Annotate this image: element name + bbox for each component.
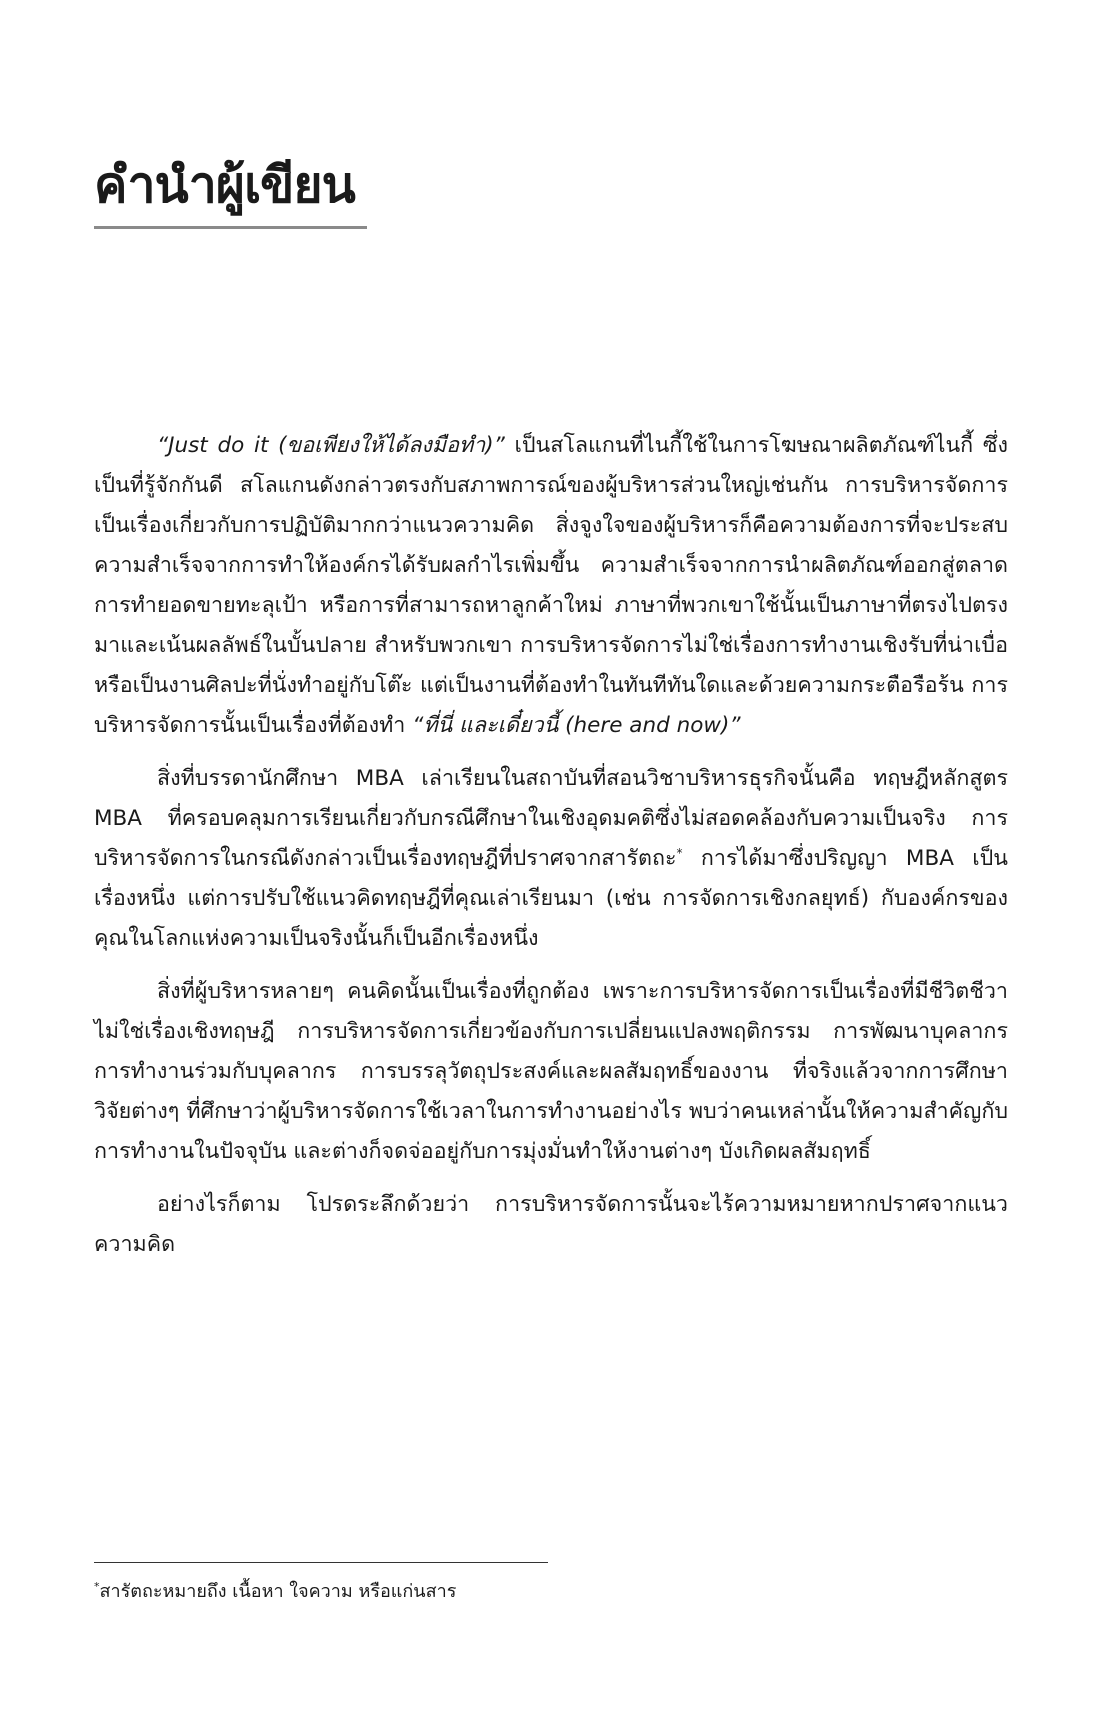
paragraph-1-text: เป็นสโลแกนที่ไนกี้ใช้ในการโฆษณาผลิตภัณฑ์ไนกี้ ซึ่งเป็นที่รู้จักกันดี สโลแกนดังกล่าวตรงกับสภาพการณ์ของผู้บริหารส่วนใหญ่เช่นกัน การบริหารจัดการเป็นเรื่องเกี่ยวกับการปฏิบัติมากกว่าแนวความคิด สิ่งจูงใจของผู้บริหารก็คือความต้องการที่จะประสบความสำเร็จจากการทำให้องค์กรได้รับผลกำไรเพิ่มขึ้น ความสำเร็จจากการนำผลิตภัณฑ์ออกสู่ตลาด การทำยอดขายทะลุเป้า หรือการที่สามารถหาลูกค้าใหม่ ภาษาที่พวกเขาใช้นั้นเป็นภาษาที่ตรงไปตรงมาและเน้นผลลัพธ์ในบั้นปลาย สำหรับพวกเขา การบริหารจัดการไม่ใช่เรื่องการทำงานเชิงรับที่น่าเบื่อหรือเป็นงานศิลปะที่นั่งทำอยู่กับโต๊ะ แต่เป็นงานที่ต้องทำในทันทีทันใดและด้วยความกระตือรือร้น การบริหารจัดการนั้นเป็นเรื่องที่ต้องทำ <box>94 433 1008 738</box>
slogan-quote: “Just do it (ขอเพียงให้ได้ลงมือทำ)” <box>157 433 505 458</box>
footnote <box>94 1578 794 1606</box>
footnote-reference: * <box>676 845 683 860</box>
title-underline <box>94 226 367 229</box>
here-and-now-quote: “ที่นี่ และเดี๋ยวนี้ (here and now)” <box>412 713 741 738</box>
heading-block <box>94 150 367 229</box>
footnote-text: สารัตถะหมายถึง เนื้อหา ใจความ หรือแก่นสาร <box>99 1581 457 1602</box>
paragraph-3: สิ่งที่ผู้บริหารหลายๆ คนคิดนั้นเป็นเรื่องที่ถูกต้อง เพราะการบริหารจัดการเป็นเรื่องที่มีชีวิตชีวา ไม่ใช่เรื่องเชิงทฤษฎี การบริหารจัดการเกี่ยวข้องกับการเปลี่ยนแปลงพฤติกรรม การพัฒนาบุคลากร การทำงานร่วมกับบุคลากร การบรรลุวัตถุประสงค์และผลสัมฤทธิ์ของงาน ที่จริงแล้วจากการศึกษาวิจัยต่างๆ ที่ศึกษาว่าผู้บริหารจัดการใช้เวลาในการทำงานอย่างไร พบว่าคนเหล่านั้นให้ความสำคัญกับการทำงานในปัจจุบัน และต่างก็จดจ่ออยู่กับการมุ่งมั่นทำให้งานต่างๆ บังเกิดผลสัมฤทธิ์ <box>94 979 1008 1164</box>
page-title: คำนำผู้เขียน <box>94 156 355 214</box>
body-text <box>94 426 1008 1278</box>
paragraph-2-text-b: การได้มาซึ่งปริญญา MBA เป็นเรื่องหนึ่ง แต่การปรับใช้แนวคิดทฤษฎีที่คุณเล่าเรียนมา (เช่น การจัดการเชิงกลยุทธ์) กับองค์กรของคุณในโลกแห่งความเป็นจริงนั้นก็เป็นอีกเรื่องหนึ่ง <box>94 846 1008 951</box>
paragraph-2 <box>94 759 1008 959</box>
footnote-mark: * <box>94 1580 100 1593</box>
paragraph-4: อย่างไรก็ตาม โปรดระลึกด้วยว่า การบริหารจัดการนั้นจะไร้ความหมายหากปราศจากแนวความคิด <box>94 1192 1008 1257</box>
paragraph-1 <box>94 426 1008 746</box>
footnote-divider <box>94 1562 548 1563</box>
paragraph-2-text-a: สิ่งที่บรรดานักศึกษา MBA เล่าเรียนในสถาบันที่สอนวิชาบริหารธุรกิจนั้นคือ ทฤษฎีหลักสูตร MBA ที่ครอบคลุมการเรียนเกี่ยวกับกรณีศึกษาในเชิงอุดมคติซึ่งไม่สอดคล้องกับความเป็นจริง การบริหารจัดการในกรณีดังกล่าวเป็นเรื่องทฤษฎีที่ปราศจากสารัตถะ <box>94 766 1008 871</box>
